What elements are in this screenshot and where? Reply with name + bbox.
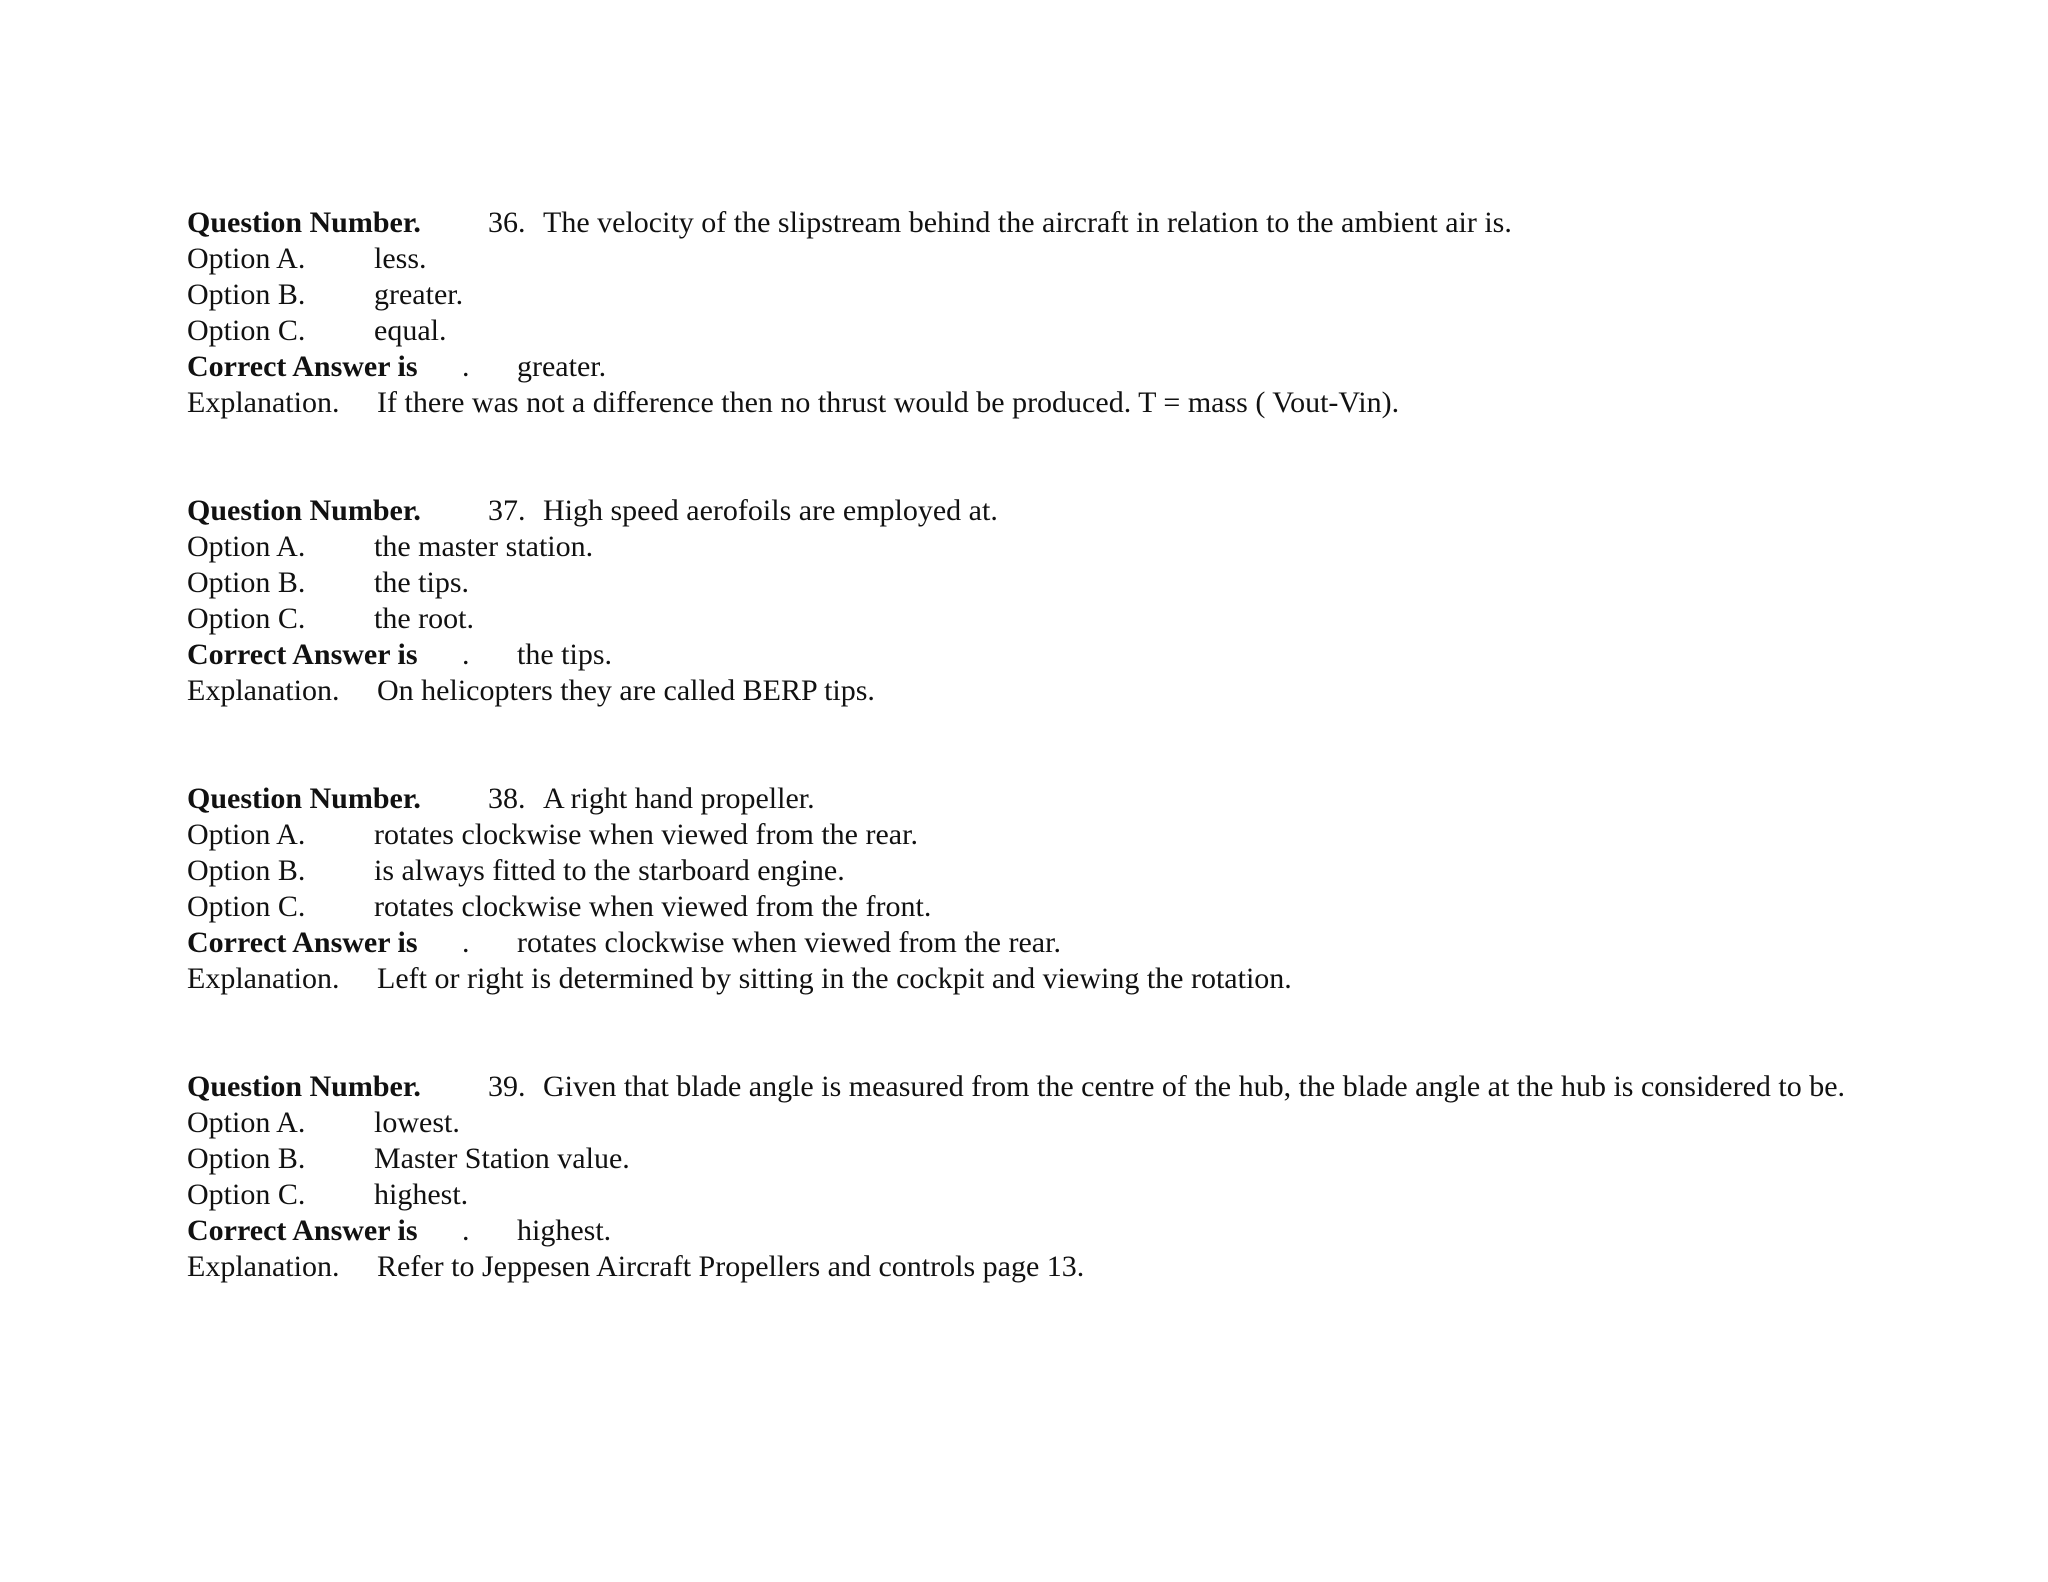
question-number-label: Question Number. — [187, 206, 421, 239]
option-c-line — [187, 313, 1887, 349]
option-a-line — [187, 241, 1887, 277]
option-c-text: rotates clockwise when viewed from the front. — [374, 890, 932, 923]
question-block — [187, 493, 1887, 709]
option-c-label: Option C. — [187, 1178, 306, 1211]
option-a-line — [187, 529, 1887, 565]
option-b-text: the tips. — [374, 566, 469, 599]
explanation-line — [187, 673, 1887, 709]
explanation-line — [187, 385, 1887, 421]
option-c-text: the root. — [374, 602, 474, 635]
explanation-label: Explanation. — [187, 1250, 340, 1283]
option-c-text: highest. — [374, 1178, 469, 1211]
option-c-line — [187, 889, 1887, 925]
option-c-line — [187, 1177, 1887, 1213]
question-block — [187, 205, 1887, 421]
option-a-text: the master station. — [374, 530, 594, 563]
option-a-label: Option A. — [187, 1106, 306, 1139]
option-c-label: Option C. — [187, 602, 306, 635]
option-b-label: Option B. — [187, 1142, 306, 1175]
correct-answer-label: Correct Answer is — [187, 638, 418, 671]
question-text: A right hand propeller. — [543, 782, 815, 815]
option-c-line — [187, 601, 1887, 637]
option-a-label: Option A. — [187, 242, 306, 275]
option-b-line — [187, 853, 1887, 889]
question-block — [187, 1069, 1887, 1285]
explanation-text: On helicopters they are called BERP tips. — [377, 674, 875, 707]
correct-answer-label: Correct Answer is — [187, 1214, 418, 1247]
correct-answer-dot: . — [462, 1214, 470, 1247]
correct-answer-line — [187, 349, 1887, 385]
option-a-line — [187, 817, 1887, 853]
explanation-text: Left or right is determined by sitting in the cockpit and viewing the rotation. — [377, 962, 1292, 995]
correct-answer-text: greater. — [517, 350, 607, 383]
question-number: 37. — [488, 494, 526, 527]
option-a-text: less. — [374, 242, 427, 275]
correct-answer-dot: . — [462, 926, 470, 959]
option-b-label: Option B. — [187, 278, 306, 311]
question-number-label: Question Number. — [187, 1070, 421, 1103]
option-a-label: Option A. — [187, 530, 306, 563]
option-b-label: Option B. — [187, 854, 306, 887]
explanation-line — [187, 1249, 1887, 1285]
explanation-line — [187, 961, 1887, 997]
correct-answer-label: Correct Answer is — [187, 926, 418, 959]
correct-answer-line — [187, 925, 1887, 961]
option-b-line — [187, 1141, 1887, 1177]
question-number: 39. — [488, 1070, 526, 1103]
option-c-text: equal. — [374, 314, 447, 347]
question-block — [187, 781, 1887, 997]
correct-answer-line — [187, 1213, 1887, 1249]
question-line — [187, 1069, 1877, 1105]
explanation-label: Explanation. — [187, 962, 340, 995]
question-number: 36. — [488, 206, 526, 239]
question-text: High speed aerofoils are employed at. — [543, 494, 998, 527]
option-b-label: Option B. — [187, 566, 306, 599]
correct-answer-line — [187, 637, 1887, 673]
question-number-label: Question Number. — [187, 494, 421, 527]
question-text: Given that blade angle is measured from the centre of the hub, the blade angle at the hub is considered to be. — [543, 1070, 1846, 1103]
question-text: The velocity of the slipstream behind the aircraft in relation to the ambient air is. — [543, 206, 1512, 239]
option-a-line — [187, 1105, 1887, 1141]
question-line — [187, 493, 1887, 529]
question-number: 38. — [488, 782, 526, 815]
correct-answer-label: Correct Answer is — [187, 350, 418, 383]
question-line — [187, 205, 1887, 241]
option-b-line — [187, 565, 1887, 601]
option-c-label: Option C. — [187, 890, 306, 923]
question-line — [187, 781, 1887, 817]
correct-answer-text: the tips. — [517, 638, 612, 671]
option-a-label: Option A. — [187, 818, 306, 851]
question-number-label: Question Number. — [187, 782, 421, 815]
correct-answer-text: highest. — [517, 1214, 612, 1247]
correct-answer-dot: . — [462, 638, 470, 671]
explanation-label: Explanation. — [187, 674, 340, 707]
option-b-text: Master Station value. — [374, 1142, 630, 1175]
correct-answer-text: rotates clockwise when viewed from the rear. — [517, 926, 1061, 959]
option-a-text: rotates clockwise when viewed from the rear. — [374, 818, 918, 851]
explanation-label: Explanation. — [187, 386, 340, 419]
option-c-label: Option C. — [187, 314, 306, 347]
correct-answer-dot: . — [462, 350, 470, 383]
explanation-text: If there was not a difference then no thrust would be produced. T = mass ( Vout-Vin). — [377, 386, 1400, 419]
option-b-text: greater. — [374, 278, 464, 311]
document-page — [187, 205, 1887, 1357]
option-b-line — [187, 277, 1887, 313]
explanation-text: Refer to Jeppesen Aircraft Propellers and controls page 13. — [377, 1250, 1085, 1283]
option-a-text: lowest. — [374, 1106, 460, 1139]
option-b-text: is always fitted to the starboard engine. — [374, 854, 845, 887]
